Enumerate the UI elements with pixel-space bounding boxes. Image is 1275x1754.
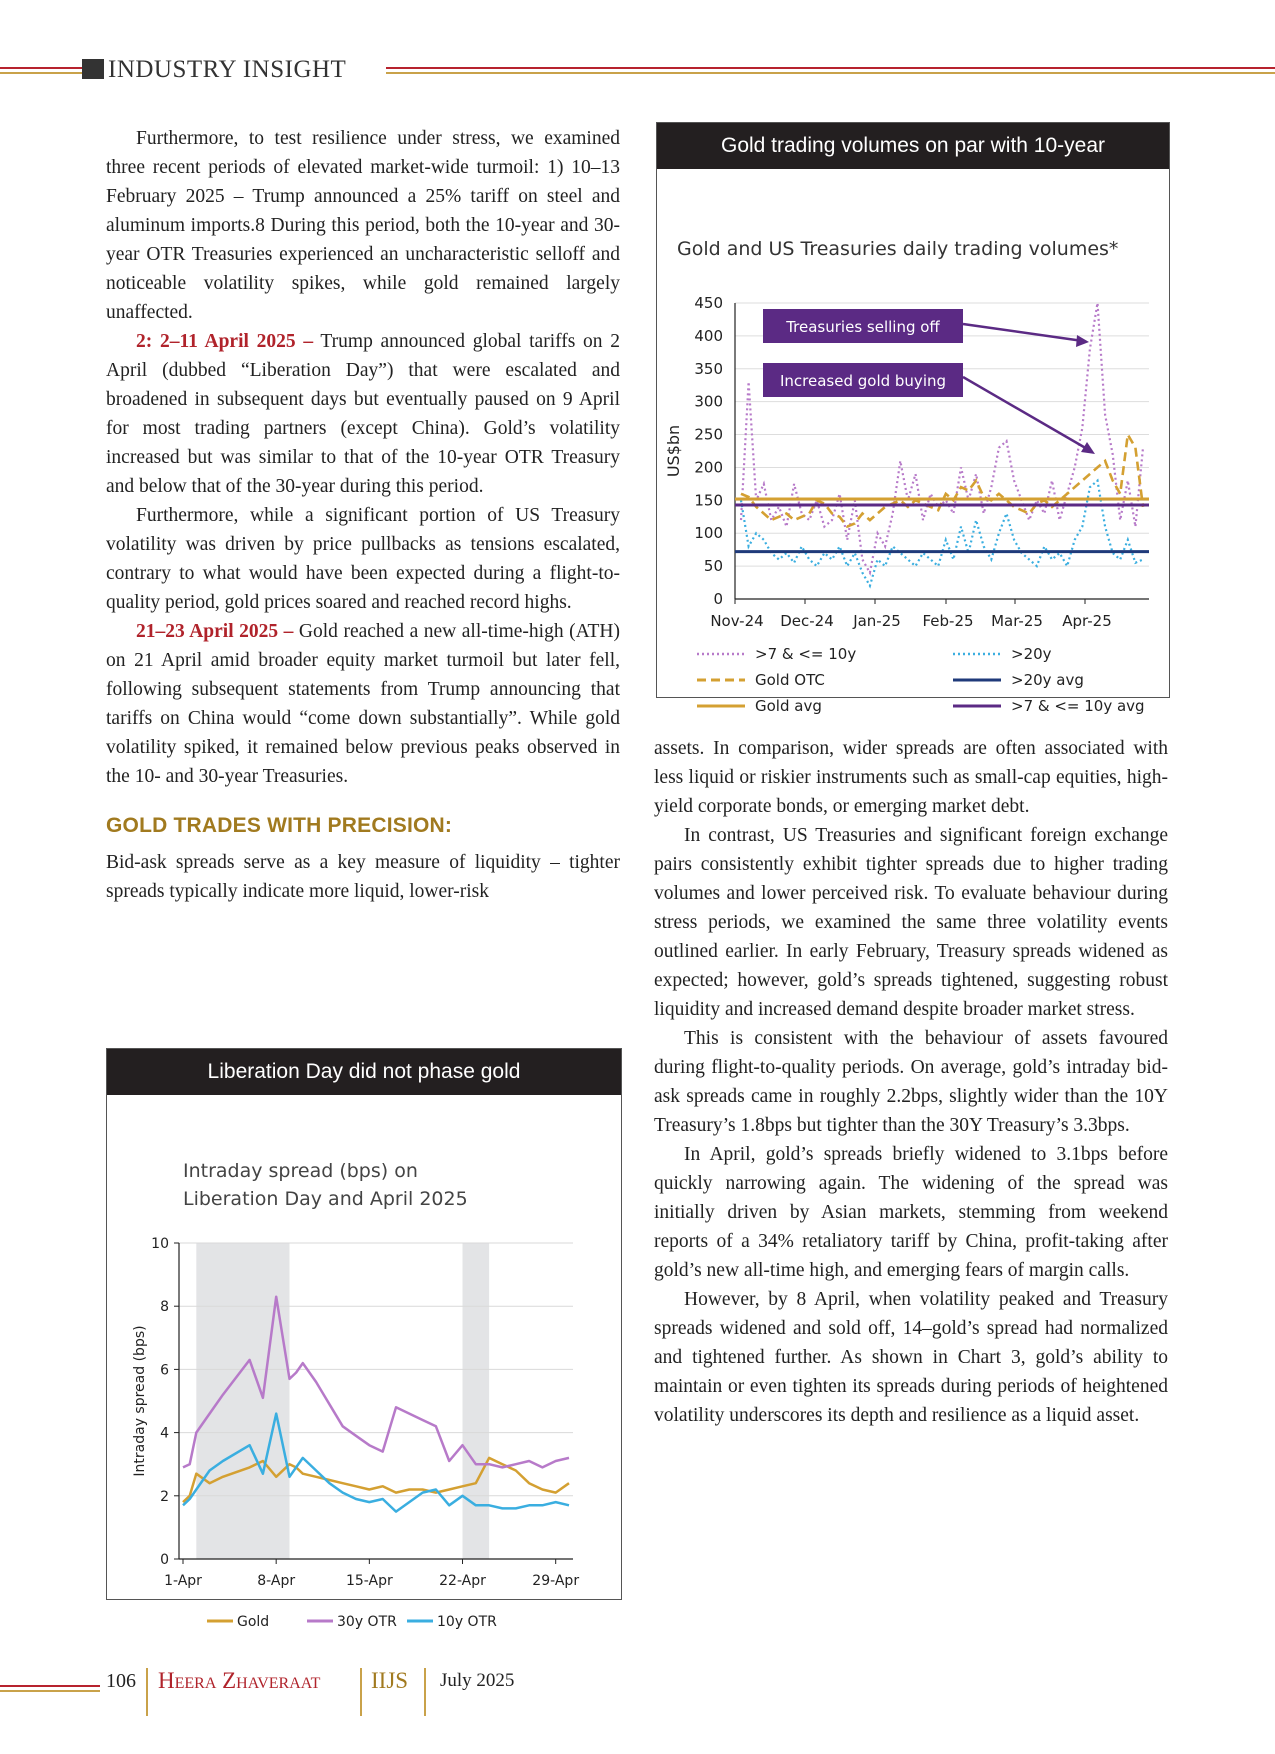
x-tick-label: 15-Apr [345,1573,393,1589]
volume-chart-box [656,122,1170,715]
event-lead: 21–23 April 2025 – [136,621,294,642]
legend-label: Gold avg [755,697,822,715]
shaded-period [463,1243,490,1559]
legend-label: Gold OTC [755,671,825,689]
footer-magazine: IIJS [371,1668,409,1693]
y-tick-label: 0 [713,590,723,608]
header-rule-right [386,67,1275,74]
x-tick-label: Apr-25 [1062,612,1112,630]
chart-title: Liberation Day and April 2025 [183,1188,468,1210]
y-tick-label: 10 [151,1236,169,1252]
x-tick-label: 29-Apr [532,1573,580,1589]
header-rule-left [0,67,82,74]
y-axis-label: Intraday spread (bps) [132,1325,148,1477]
shaded-period [196,1243,289,1559]
paragraph [106,327,620,501]
paragraph: In contrast, US Treasuries and significant foreign exchange pairs consistently exhibit tighter spreads due to higher trading volumes and lower perceived risk. To evaluate behaviour during stress periods, we examined the same three volatility events outlined earlier. In early February, Treasury spreads widened as expected; however, gold’s spreads tightened, suggesting robust liquidity and increased demand despite broader market stress. [654,825,1168,1020]
legend-label: 10y OTR [437,1614,497,1630]
section-logo-icon [82,59,104,79]
paragraph-body: Trump announced global tariffs on 2 April (dubbed “Liberation Day”) that were escalated and broadened in subsequent days but eventually paused on 9 April for most trading partners (except China). Gold’s volatility increased but was similar to that of the 10-year OTR Treasury and below that of the 30-year during this period. [106,331,620,497]
legend-label: >20y [1011,645,1052,663]
volume-chart-banner: Gold trading volumes on par with 10-year [657,123,1169,169]
spread-chart [107,1095,621,1630]
annotation-text: Increased gold buying [779,372,947,390]
legend-label: 30y OTR [337,1614,397,1630]
arrow-head [1076,335,1089,347]
paragraph: Furthermore, to test resilience under stress, we examined three recent periods of elevated market-wide turmoil: 1) 10–13 February 2025 – Trump announced a 25% tariff on steel and aluminum imports.8 During this period, both the 10-year and 30-year OTR Treasuries experienced an uncharacteristic selloff and noticeable volatility spikes, while gold remained largely unaffected. [106,128,620,323]
paragraph: Bid-ask spreads serve as a key measure of liquidity – tighter spreads typically indicate more liquid, lower-risk [106,852,620,902]
y-tick-label: 100 [694,524,723,543]
x-tick-label: 1-Apr [164,1573,202,1589]
paragraph [106,617,620,791]
event-lead: 2: 2–11 April 2025 – [136,331,314,352]
spread-chart-box [106,1048,622,1630]
chart-title: Intraday spread (bps) on [183,1160,418,1182]
x-tick-label: Feb-25 [922,612,974,630]
section-heading: GOLD TRADES WITH PRECISION: [106,814,453,837]
y-tick-label: 50 [703,557,723,576]
x-tick-label: 22-Apr [439,1573,486,1589]
footer-rule [0,1685,100,1692]
y-tick-label: 300 [694,392,723,411]
legend-label: >7 & <= 10y [755,645,857,663]
annotation-arrow [963,324,1083,341]
page-footer [0,1668,1275,1728]
volume-chart [657,169,1169,715]
y-tick-label: 6 [160,1362,169,1379]
paragraph: In April, gold’s spreads briefly widened to 3.1bps before quickly narrowing again. The widening of the spread was initially driven by Asian markets, stemming from weekend reports of a 34% retaliatory tariff by China, profit-taking after gold’s new all-time high, and emerging fears of margin calls. [654,1144,1168,1281]
annotation-arrow [963,377,1089,450]
section-title: INDUSTRY INSIGHT [108,56,347,83]
y-tick-label: 2 [160,1488,169,1505]
x-tick-label: Mar-25 [991,612,1043,630]
y-tick-label: 250 [694,425,723,444]
annotation-text: Treasuries selling off [786,318,940,336]
y-tick-label: 8 [160,1299,169,1316]
y-tick-label: 450 [694,294,723,312]
y-tick-label: 150 [694,491,723,510]
page-header [0,56,1275,84]
y-tick-label: 4 [160,1425,169,1442]
legend-label: Gold [237,1614,270,1630]
y-tick-label: 0 [160,1552,169,1568]
page-number: 106 [106,1670,136,1692]
x-tick-label: Nov-24 [710,612,764,630]
paragraph: This is consistent with the behaviour of assets favoured during flight-to-quality periods. On average, gold’s intraday bid-ask spreads came in roughly 2.2bps, slightly wider than the 10Y Treasury’s 1.8bps but tighter than the 30Y Treasury’s 3.3bps. [654,1028,1168,1136]
left-column [106,124,620,906]
y-tick-label: 400 [694,326,723,345]
y-axis-label: US$bn [664,424,683,478]
x-tick-label: Jan-25 [853,612,901,630]
right-column [654,734,1168,1430]
x-tick-label: 8-Apr [257,1573,296,1589]
paragraph: However, by 8 April, when volatility peaked and Treasury spreads widened and sold off, 14–gold’s spread had normalized and tightened further. As shown in Chart 3, gold’s ability to maintain or even tighten its spreads during periods of heightened volatility underscores its depth and resilience as a liquid asset. [654,1289,1168,1426]
spread-chart-banner: Liberation Day did not phase gold [107,1049,621,1095]
footer-brand: Heera Zhaveraat [158,1668,321,1693]
legend-label: >7 & <= 10y avg [1011,697,1145,715]
footer-date: July 2025 [440,1670,515,1691]
y-tick-label: 350 [694,359,723,378]
legend-label: >20y avg [1011,671,1084,689]
y-tick-label: 200 [694,458,723,477]
chart-title: Gold and US Treasuries daily trading volumes* [677,238,1119,260]
x-tick-label: Dec-24 [780,612,834,630]
paragraph-body: Gold reached a new all-time-high (ATH) on 21 April amid broader equity market turmoil but later fell, following subsequent statements from Trump announcing that tariffs on China would “come down substantially”. While gold volatility spiked, it remained below previous peaks observed in the 10- and 30-year Treasuries. [106,621,620,787]
paragraph: assets. In comparison, wider spreads are often associated with less liquid or riskier instruments such as small-cap equities, high-yield corporate bonds, or emerging market debt. [654,738,1168,817]
paragraph: Furthermore, while a significant portion of US Treasury volatility was driven by price pullbacks as tensions escalated, contrary to what would have been expected during a flight-to-quality period, gold prices soared and reached record highs. [106,505,620,613]
